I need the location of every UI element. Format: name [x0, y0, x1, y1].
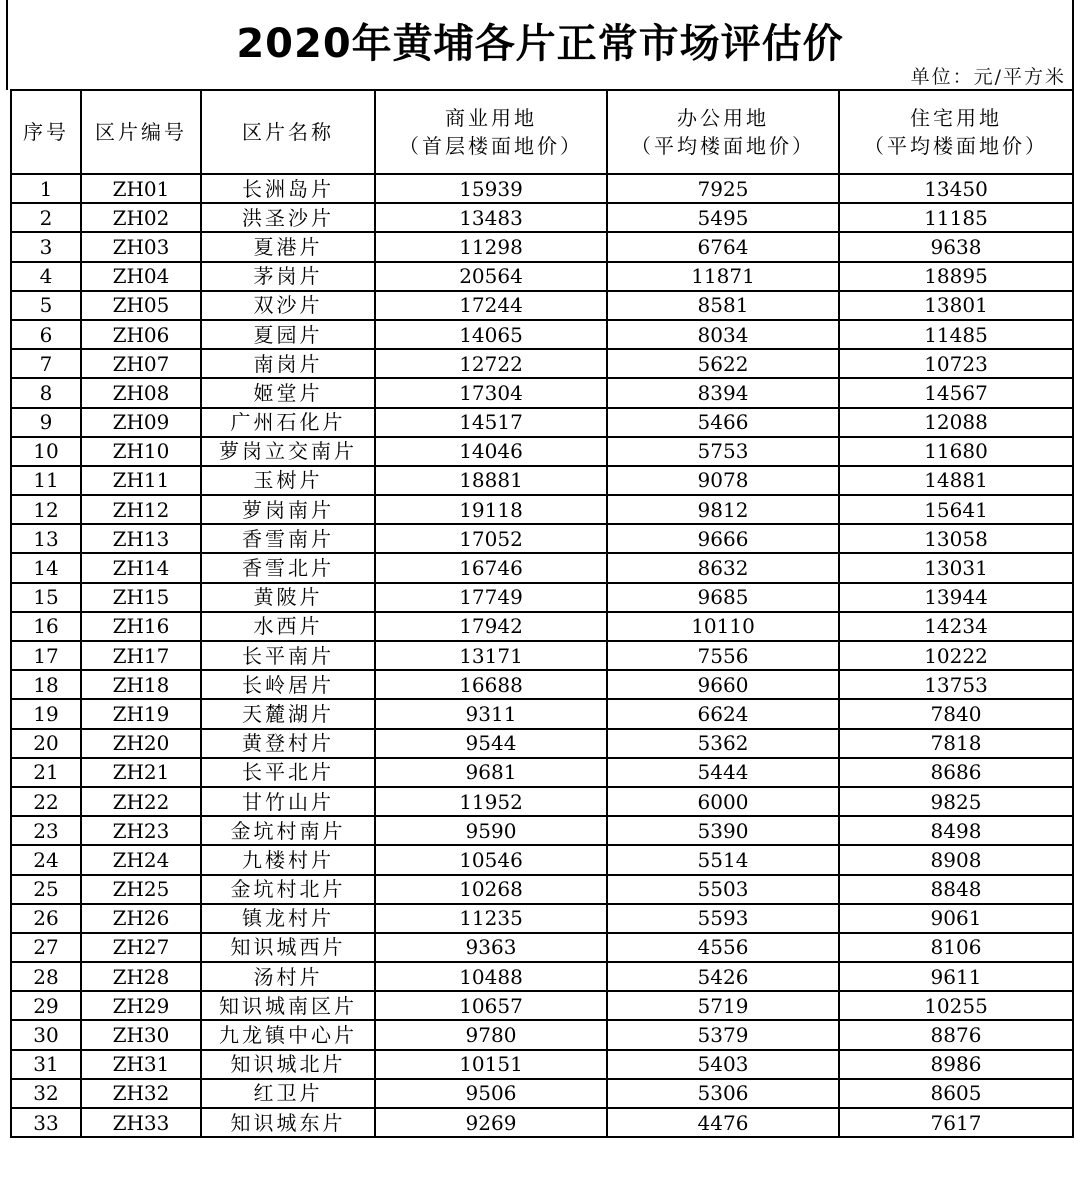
cell-code: ZH07	[81, 349, 201, 378]
cell-code: ZH03	[81, 232, 201, 261]
header-office-label: 办公用地	[677, 106, 769, 130]
cell-name: 黄陂片	[201, 583, 375, 612]
cell-seq: 1	[11, 174, 81, 203]
header-residential-sublabel: （平均楼面地价）	[864, 134, 1048, 158]
table-header	[11, 90, 1073, 174]
cell-code: ZH05	[81, 291, 201, 320]
cell-seq: 27	[11, 933, 81, 962]
cell-code: ZH18	[81, 670, 201, 699]
cell-office: 8394	[607, 378, 839, 407]
cell-name: 九楼村片	[201, 845, 375, 874]
cell-code: ZH01	[81, 174, 201, 203]
cell-commercial: 12722	[375, 349, 607, 378]
cell-name: 黄登村片	[201, 729, 375, 758]
cell-office: 7556	[607, 641, 839, 670]
cell-commercial: 19118	[375, 495, 607, 524]
cell-residential: 11680	[839, 437, 1073, 466]
cell-name: 香雪北片	[201, 553, 375, 582]
cell-seq: 12	[11, 495, 81, 524]
cell-residential: 13944	[839, 583, 1073, 612]
cell-office: 10110	[607, 612, 839, 641]
header-residential	[839, 90, 1073, 174]
cell-seq: 17	[11, 641, 81, 670]
cell-office: 5719	[607, 991, 839, 1020]
header-name	[201, 90, 375, 174]
table-row	[11, 378, 1073, 407]
table-row	[11, 758, 1073, 787]
cell-residential: 13450	[839, 174, 1073, 203]
table-row	[11, 291, 1073, 320]
header-office	[607, 90, 839, 174]
header-commercial	[375, 90, 607, 174]
table-row	[11, 933, 1073, 962]
table-row	[11, 466, 1073, 495]
table-row	[11, 1050, 1073, 1079]
cell-office: 5503	[607, 875, 839, 904]
cell-residential: 14881	[839, 466, 1073, 495]
cell-office: 6000	[607, 787, 839, 816]
header-name-label: 区片名称	[242, 120, 334, 144]
cell-name: 长洲岛片	[201, 174, 375, 203]
cell-residential: 14234	[839, 612, 1073, 641]
cell-commercial: 14065	[375, 320, 607, 349]
table-row	[11, 641, 1073, 670]
unit-label: 单位：元/平方米	[910, 66, 1066, 88]
cell-code: ZH12	[81, 495, 201, 524]
cell-code: ZH24	[81, 845, 201, 874]
table-row	[11, 729, 1073, 758]
cell-seq: 28	[11, 962, 81, 991]
cell-commercial: 10488	[375, 962, 607, 991]
cell-code: ZH21	[81, 758, 201, 787]
cell-office: 5444	[607, 758, 839, 787]
cell-code: ZH10	[81, 437, 201, 466]
cell-seq: 31	[11, 1050, 81, 1079]
cell-commercial: 14046	[375, 437, 607, 466]
cell-code: ZH29	[81, 991, 201, 1020]
cell-name: 水西片	[201, 612, 375, 641]
cell-commercial: 9506	[375, 1079, 607, 1108]
cell-office: 9660	[607, 670, 839, 699]
cell-commercial: 13171	[375, 641, 607, 670]
cell-seq: 4	[11, 262, 81, 291]
header-office-sublabel: （平均楼面地价）	[631, 134, 815, 158]
cell-seq: 16	[11, 612, 81, 641]
cell-seq: 19	[11, 699, 81, 728]
cell-residential: 11185	[839, 203, 1073, 232]
cell-code: ZH32	[81, 1079, 201, 1108]
cell-seq: 18	[11, 670, 81, 699]
cell-commercial: 18881	[375, 466, 607, 495]
cell-commercial: 17749	[375, 583, 607, 612]
cell-code: ZH08	[81, 378, 201, 407]
cell-commercial: 17304	[375, 378, 607, 407]
cell-commercial: 13483	[375, 203, 607, 232]
cell-code: ZH19	[81, 699, 201, 728]
cell-seq: 7	[11, 349, 81, 378]
cell-name: 玉树片	[201, 466, 375, 495]
cell-commercial: 15939	[375, 174, 607, 203]
cell-commercial: 11235	[375, 904, 607, 933]
cell-seq: 30	[11, 1020, 81, 1049]
cell-name: 金坑村北片	[201, 875, 375, 904]
table-row	[11, 1108, 1073, 1137]
cell-name: 镇龙村片	[201, 904, 375, 933]
table-body	[11, 174, 1073, 1137]
cell-name: 夏港片	[201, 232, 375, 261]
cell-name: 知识城东片	[201, 1108, 375, 1137]
cell-residential: 9061	[839, 904, 1073, 933]
cell-office: 9812	[607, 495, 839, 524]
table-row	[11, 262, 1073, 291]
cell-code: ZH16	[81, 612, 201, 641]
cell-seq: 11	[11, 466, 81, 495]
cell-code: ZH25	[81, 875, 201, 904]
header-residential-label: 住宅用地	[910, 106, 1002, 130]
cell-seq: 2	[11, 203, 81, 232]
header-row	[11, 90, 1073, 174]
header-code-label: 区片编号	[95, 120, 187, 144]
cell-seq: 23	[11, 816, 81, 845]
table-row	[11, 174, 1073, 203]
cell-code: ZH09	[81, 408, 201, 437]
cell-residential: 10222	[839, 641, 1073, 670]
cell-seq: 15	[11, 583, 81, 612]
cell-residential: 8876	[839, 1020, 1073, 1049]
cell-office: 5495	[607, 203, 839, 232]
table-row	[11, 1079, 1073, 1108]
header-code	[81, 90, 201, 174]
cell-seq: 8	[11, 378, 81, 407]
cell-commercial: 16688	[375, 670, 607, 699]
table-row	[11, 437, 1073, 466]
cell-residential: 10723	[839, 349, 1073, 378]
table-row	[11, 962, 1073, 991]
header-seq	[11, 90, 81, 174]
cell-code: ZH04	[81, 262, 201, 291]
cell-office: 6764	[607, 232, 839, 261]
cell-name: 广州石化片	[201, 408, 375, 437]
cell-code: ZH28	[81, 962, 201, 991]
cell-office: 5622	[607, 349, 839, 378]
cell-residential: 8986	[839, 1050, 1073, 1079]
cell-code: ZH23	[81, 816, 201, 845]
cell-commercial: 11952	[375, 787, 607, 816]
cell-seq: 10	[11, 437, 81, 466]
cell-name: 萝岗立交南片	[201, 437, 375, 466]
cell-name: 香雪南片	[201, 524, 375, 553]
cell-seq: 14	[11, 553, 81, 582]
cell-name: 天麓湖片	[201, 699, 375, 728]
cell-office: 8632	[607, 553, 839, 582]
cell-code: ZH26	[81, 904, 201, 933]
cell-seq: 25	[11, 875, 81, 904]
cell-commercial: 10268	[375, 875, 607, 904]
cell-residential: 15641	[839, 495, 1073, 524]
cell-name: 知识城南区片	[201, 991, 375, 1020]
cell-commercial: 11298	[375, 232, 607, 261]
cell-seq: 29	[11, 991, 81, 1020]
cell-name: 知识城北片	[201, 1050, 375, 1079]
cell-commercial: 17942	[375, 612, 607, 641]
cell-residential: 9611	[839, 962, 1073, 991]
cell-office: 5403	[607, 1050, 839, 1079]
table-row	[11, 1020, 1073, 1049]
cell-seq: 3	[11, 232, 81, 261]
cell-name: 九龙镇中心片	[201, 1020, 375, 1049]
cell-name: 甘竹山片	[201, 787, 375, 816]
cell-office: 5593	[607, 904, 839, 933]
cell-office: 9078	[607, 466, 839, 495]
header-commercial-label: 商业用地	[445, 106, 537, 130]
cell-seq: 13	[11, 524, 81, 553]
cell-name: 洪圣沙片	[201, 203, 375, 232]
cell-seq: 21	[11, 758, 81, 787]
cell-office: 5362	[607, 729, 839, 758]
cell-residential: 10255	[839, 991, 1073, 1020]
cell-commercial: 17052	[375, 524, 607, 553]
cell-office: 8034	[607, 320, 839, 349]
cell-seq: 9	[11, 408, 81, 437]
cell-commercial: 9311	[375, 699, 607, 728]
cell-residential: 8686	[839, 758, 1073, 787]
cell-residential: 9638	[839, 232, 1073, 261]
table-row	[11, 612, 1073, 641]
table-row	[11, 787, 1073, 816]
table-row	[11, 495, 1073, 524]
table-row	[11, 991, 1073, 1020]
cell-seq: 5	[11, 291, 81, 320]
cell-residential: 11485	[839, 320, 1073, 349]
cell-code: ZH31	[81, 1050, 201, 1079]
cell-office: 11871	[607, 262, 839, 291]
cell-code: ZH17	[81, 641, 201, 670]
cell-residential: 8848	[839, 875, 1073, 904]
cell-name: 双沙片	[201, 291, 375, 320]
header-commercial-sublabel: （首层楼面地价）	[399, 134, 583, 158]
cell-seq: 22	[11, 787, 81, 816]
cell-office: 6624	[607, 699, 839, 728]
cell-code: ZH33	[81, 1108, 201, 1137]
cell-residential: 12088	[839, 408, 1073, 437]
cell-code: ZH11	[81, 466, 201, 495]
cell-office: 5306	[607, 1079, 839, 1108]
cell-commercial: 9269	[375, 1108, 607, 1137]
cell-seq: 6	[11, 320, 81, 349]
cell-seq: 20	[11, 729, 81, 758]
cell-commercial: 10151	[375, 1050, 607, 1079]
cell-residential: 7818	[839, 729, 1073, 758]
table-row	[11, 845, 1073, 874]
table-row	[11, 320, 1073, 349]
cell-name: 长平南片	[201, 641, 375, 670]
cell-commercial: 9780	[375, 1020, 607, 1049]
cell-seq: 24	[11, 845, 81, 874]
table-row	[11, 203, 1073, 232]
cell-commercial: 9681	[375, 758, 607, 787]
cell-name: 萝岗南片	[201, 495, 375, 524]
cell-name: 长岭居片	[201, 670, 375, 699]
cell-code: ZH22	[81, 787, 201, 816]
cell-name: 汤村片	[201, 962, 375, 991]
cell-seq: 33	[11, 1108, 81, 1137]
cell-name: 夏园片	[201, 320, 375, 349]
cell-code: ZH27	[81, 933, 201, 962]
cell-residential: 13753	[839, 670, 1073, 699]
cell-commercial: 10546	[375, 845, 607, 874]
cell-residential: 14567	[839, 378, 1073, 407]
cell-office: 5379	[607, 1020, 839, 1049]
cell-residential: 13031	[839, 553, 1073, 582]
cell-commercial: 20564	[375, 262, 607, 291]
cell-residential: 7617	[839, 1108, 1073, 1137]
cell-name: 知识城西片	[201, 933, 375, 962]
table-row	[11, 875, 1073, 904]
table-row	[11, 553, 1073, 582]
cell-office: 9685	[607, 583, 839, 612]
cell-commercial: 9363	[375, 933, 607, 962]
table-row	[11, 232, 1073, 261]
table-row	[11, 349, 1073, 378]
cell-residential: 8605	[839, 1079, 1073, 1108]
cell-residential: 8908	[839, 845, 1073, 874]
cell-seq: 26	[11, 904, 81, 933]
cell-code: ZH15	[81, 583, 201, 612]
cell-residential: 13058	[839, 524, 1073, 553]
table-row	[11, 816, 1073, 845]
cell-seq: 32	[11, 1079, 81, 1108]
cell-office: 5514	[607, 845, 839, 874]
cell-residential: 8498	[839, 816, 1073, 845]
cell-office: 5390	[607, 816, 839, 845]
cell-residential: 8106	[839, 933, 1073, 962]
cell-office: 5753	[607, 437, 839, 466]
cell-office: 7925	[607, 174, 839, 203]
table-row	[11, 670, 1073, 699]
cell-office: 8581	[607, 291, 839, 320]
table-row	[11, 904, 1073, 933]
cell-commercial: 17244	[375, 291, 607, 320]
cell-commercial: 14517	[375, 408, 607, 437]
price-table	[10, 89, 1074, 1138]
cell-code: ZH30	[81, 1020, 201, 1049]
cell-code: ZH02	[81, 203, 201, 232]
cell-name: 南岗片	[201, 349, 375, 378]
cell-office: 4556	[607, 933, 839, 962]
cell-name: 长平北片	[201, 758, 375, 787]
cell-code: ZH06	[81, 320, 201, 349]
table-row	[11, 408, 1073, 437]
table-row	[11, 699, 1073, 728]
cell-office: 4476	[607, 1108, 839, 1137]
cell-code: ZH20	[81, 729, 201, 758]
header-seq-label: 序号	[23, 120, 69, 144]
cell-office: 9666	[607, 524, 839, 553]
cell-office: 5426	[607, 962, 839, 991]
cell-code: ZH13	[81, 524, 201, 553]
cell-name: 姬堂片	[201, 378, 375, 407]
document-title: 2020年黄埔各片正常市场评估价	[236, 21, 844, 67]
cell-commercial: 16746	[375, 553, 607, 582]
cell-name: 茅岗片	[201, 262, 375, 291]
table-row	[11, 524, 1073, 553]
cell-commercial: 10657	[375, 991, 607, 1020]
cell-residential: 7840	[839, 699, 1073, 728]
cell-commercial: 9590	[375, 816, 607, 845]
cell-code: ZH14	[81, 553, 201, 582]
table-row	[11, 583, 1073, 612]
cell-commercial: 9544	[375, 729, 607, 758]
cell-residential: 18895	[839, 262, 1073, 291]
cell-residential: 13801	[839, 291, 1073, 320]
cell-name: 红卫片	[201, 1079, 375, 1108]
cell-residential: 9825	[839, 787, 1073, 816]
cell-name: 金坑村南片	[201, 816, 375, 845]
cell-office: 5466	[607, 408, 839, 437]
